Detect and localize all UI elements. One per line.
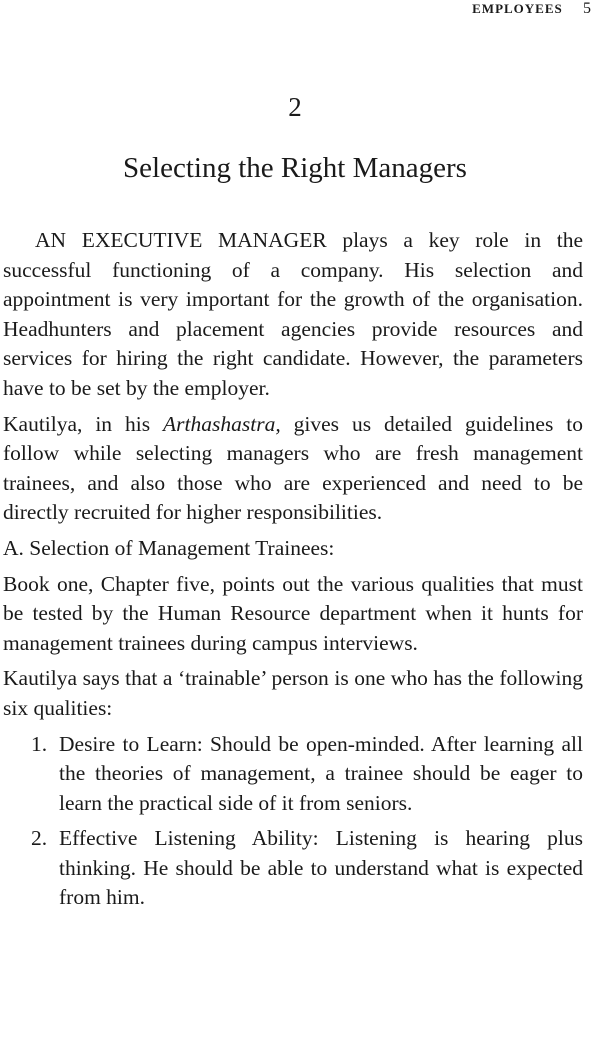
section-heading: A. Selection of Management Trainees: — [3, 535, 335, 560]
list-item-number: 2. — [31, 826, 48, 851]
running-head — [472, 0, 592, 18]
paragraph-arthashastra-lead: Kautilya, in his — [3, 411, 164, 436]
body-text — [3, 226, 583, 919]
list-item-text: Desire to Learn: Should be open-minded. After learning all the theories of management, a trainee should be eager to learn the practical side of it from seniors. — [59, 731, 583, 815]
page-number: 5 — [583, 0, 592, 17]
list-item — [31, 730, 583, 819]
list-item-text: Effective Listening Ability: Listening is hearing plus thinking. He should be able to understand what is expected from him. — [59, 826, 583, 910]
qualities-list — [3, 730, 583, 914]
list-item — [31, 824, 583, 913]
paragraph-intro: AN EXECUTIVE MANAGER plays a key role in the successful functioning of a company. His selection and appointment is very important for the growth of the organisation. Headhunters and placement agencies provide resources and services for hiring the right candidate. However, the parameters have to be set by the employer. — [3, 228, 583, 400]
paragraph-arthashastra — [3, 410, 583, 528]
paragraph-arthashastra-rest: gives us detailed guidelines to follow while selecting managers who are fresh management trainees, and also those who are experienced and need to be directly recruited for higher responsibilities. — [3, 411, 583, 525]
running-head-title: EMPLOYEES — [472, 1, 563, 16]
paragraph-trainable: Kautilya says that a ‘trainable’ person is one who has the following six qualities: — [3, 666, 583, 720]
chapter-number: 2 — [288, 92, 302, 122]
list-item-number: 1. — [31, 731, 48, 756]
paragraph-book-one: Book one, Chapter five, points out the various qualities that must be tested by the Human Resource department when it hunts for management trainees during campus interviews. — [3, 571, 583, 655]
chapter-title: Selecting the Right Managers — [123, 152, 467, 184]
book-title-italic: Arthashastra, — [163, 411, 281, 436]
